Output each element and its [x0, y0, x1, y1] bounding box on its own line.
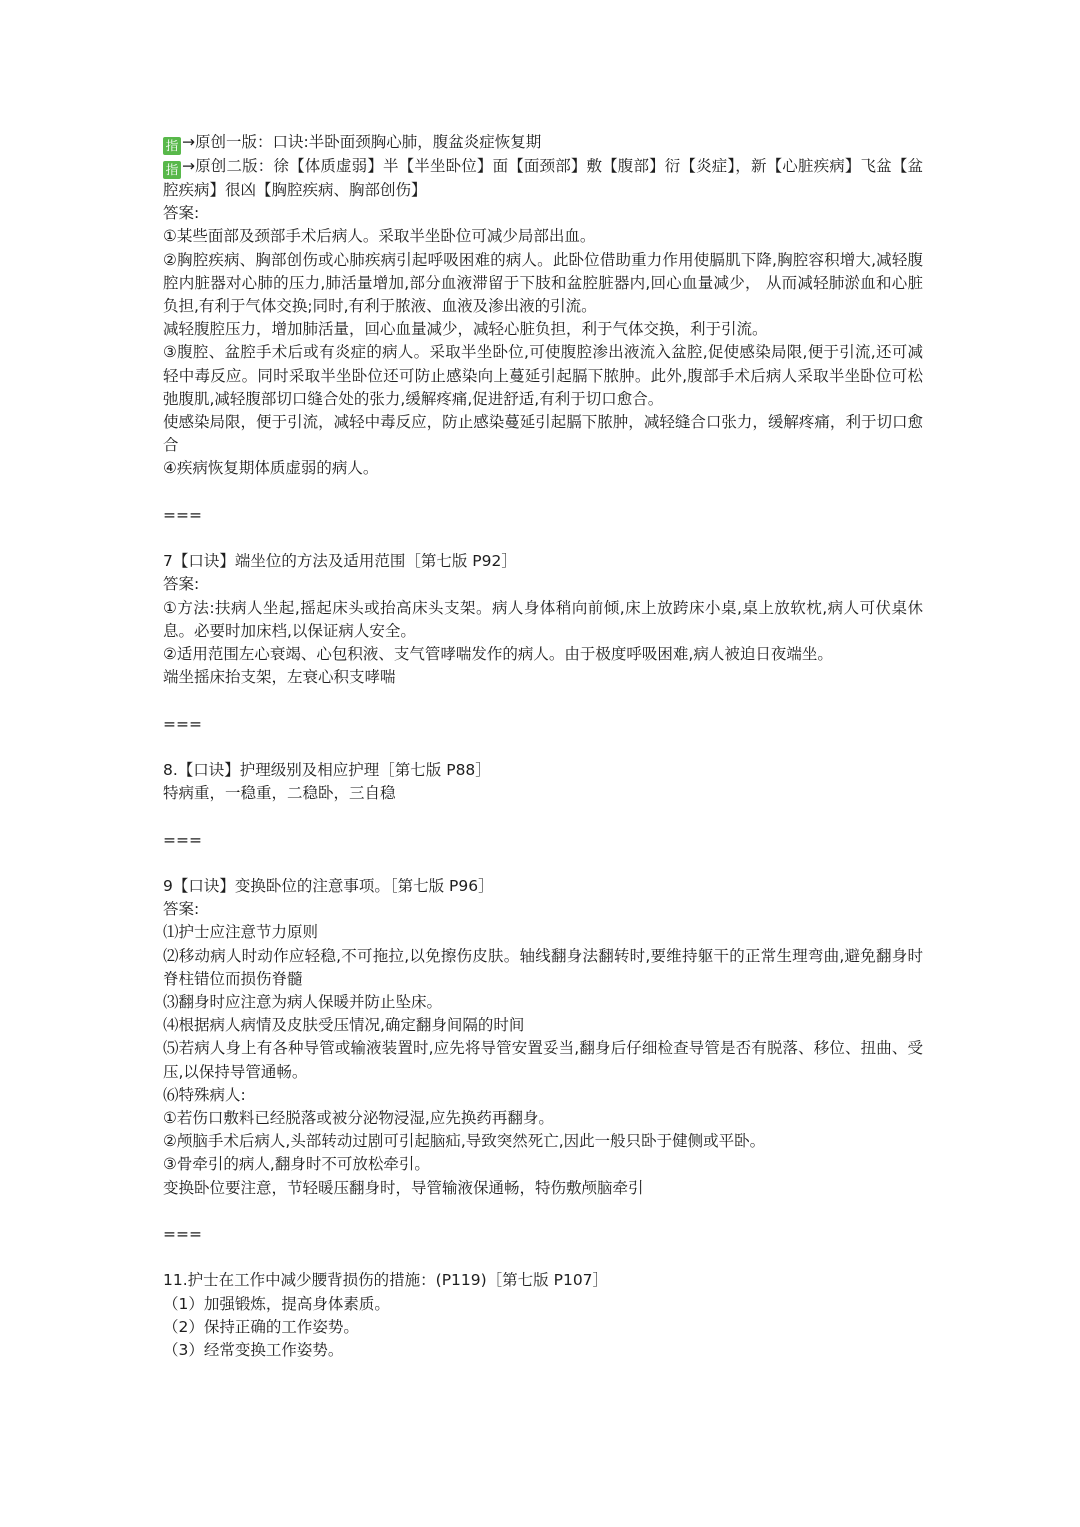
section-q8 — [163, 759, 923, 805]
separator: === — [163, 1225, 202, 1244]
list-item: ①若伤口敷料已经脱落或被分泌物浸湿,应先换药再翻身。 — [163, 1109, 554, 1128]
answer-label: 答案: — [163, 204, 200, 223]
hint-line-1 — [163, 131, 923, 155]
list-item: ②颅脑手术后病人,头部转动过剧可引起脑疝,导致突然死亡,因此一般只卧于健侧或平卧。 — [163, 1132, 766, 1151]
paragraph: ④疾病恢复期体质虚弱的病人。 — [163, 459, 379, 478]
list-item: （1）加强锻炼，提高身体素质。 — [163, 1294, 390, 1313]
hint-icon: 指 — [163, 137, 181, 155]
mnemonic: 特病重，一稳重，二稳卧，三自稳 — [163, 784, 396, 803]
section-q9 — [163, 875, 923, 1200]
paragraph: ②胸腔疾病、胸部创伤或心肺疾病引起呼吸困难的病人。此卧位借助重力作用使膈肌下降,胸腔容积增大,减轻腹腔内脏器对心肺的压力,肺活量增加,部分血液滞留于下肢和盆腔脏器内,回心血量减少， 从而减轻肺淤血和心脏负担,有利于气体交换;同时,有利于脓液、血液及渗出液的引流。 — [163, 250, 923, 316]
paragraph: ③腹腔、盆腔手术后或有炎症的病人。采取半坐卧位,可使腹腔渗出液流入盆腔,促使感染局限,便于引流,还可减轻中毒反应。同时采取半坐卧位还可防止感染向上蔓延引起膈下脓肿。此外,腹部手术后病人采取半坐卧位可松弛腹肌,减轻腹部切口缝合处的张力,缓解疼痛,促进舒适,有利于切口愈合。 — [163, 343, 923, 408]
paragraph: 减轻腹腔压力，增加肺活量，回心血量减少，减轻心脏负担，利于气体交换，利于引流。 — [163, 320, 768, 339]
list-item: （3）经常变换工作姿势。 — [163, 1341, 344, 1360]
list-item: （2）保持正确的工作姿势。 — [163, 1317, 359, 1336]
separator: === — [163, 505, 202, 524]
list-item: ⑵移动病人时动作应轻稳,不可拖拉,以免擦伤皮肤。轴线翻身法翻转时,要维持躯干的正常生理弯曲,避免翻身时脊柱错位而损伤脊髓 — [163, 946, 923, 988]
hint-text: →原创二版：徐【体质虚弱】半【半坐卧位】面【面颈部】敷【腹部】衍【炎症】，新【心脏疾病】飞盆【盆腔疾病】很凶【胸腔疾病、胸部创伤】 — [163, 157, 923, 199]
list-item: ⑶翻身时应注意为病人保暖并防止坠床。 — [163, 993, 443, 1012]
list-item: ⑸若病人身上有各种导管或输液装置时,应先将导管安置妥当,翻身后仔细检查导管是否有脱落、移位、扭曲、受压,以保持导管通畅。 — [163, 1039, 923, 1081]
paragraph: ①某些面部及颈部手术后病人。采取半坐卧位可减少局部出血。 — [163, 227, 596, 246]
mnemonic: 变换卧位要注意，节轻暖压翻身时，导管输液保通畅，特伤敷颅脑牵引 — [163, 1178, 644, 1197]
paragraph: ②适用范围左心衰竭、心包积液、支气管哮喘发作的病人。由于极度呼吸困难,病人被迫日夜端坐。 — [163, 645, 833, 664]
list-item: ⑴护士应注意节力原则 — [163, 923, 319, 942]
paragraph: ①方法:扶病人坐起,摇起床头或抬高床头支架。病人身体稍向前倾,床上放跨床小桌,桌上放软枕,病人可伏桌休息。必要时加床档,以保证病人安全。 — [163, 598, 923, 640]
question-title: 8.【口诀】护理级别及相应护理［第七版 P88］ — [163, 761, 491, 780]
section-intro — [163, 131, 923, 481]
separator: === — [163, 830, 202, 849]
hint-line-2 — [163, 155, 923, 202]
question-title: 11.护士在工作中减少腰背损伤的措施：(P119)［第七版 P107］ — [163, 1271, 609, 1290]
separator: === — [163, 714, 202, 733]
hint-icon: 指 — [163, 161, 181, 179]
document-page — [163, 131, 923, 1362]
section-q7 — [163, 550, 923, 689]
list-item: ⑹特殊病人: — [163, 1085, 246, 1104]
mnemonic: 端坐摇床抬支架，左衰心积支哮喘 — [163, 668, 396, 687]
hint-text: →原创一版：口诀:半卧面颈胸心肺，腹盆炎症恢复期 — [182, 133, 542, 151]
answer-label: 答案: — [163, 900, 200, 919]
answer-label: 答案: — [163, 575, 200, 594]
question-title: 9【口诀】变换卧位的注意事项。［第七版 P96］ — [163, 877, 494, 895]
paragraph: 使感染局限，便于引流，减轻中毒反应，防止感染蔓延引起膈下脓肿，减轻缝合口张力，缓解疼痛，利于切口愈合 — [163, 413, 923, 455]
list-item: ⑷根据病人病情及皮肤受压情况,确定翻身间隔的时间 — [163, 1016, 525, 1035]
question-title: 7【口诀】端坐位的方法及适用范围［第七版 P92］ — [163, 552, 517, 571]
section-q11 — [163, 1269, 923, 1362]
list-item: ③骨牵引的病人,翻身时不可放松牵引。 — [163, 1155, 430, 1174]
